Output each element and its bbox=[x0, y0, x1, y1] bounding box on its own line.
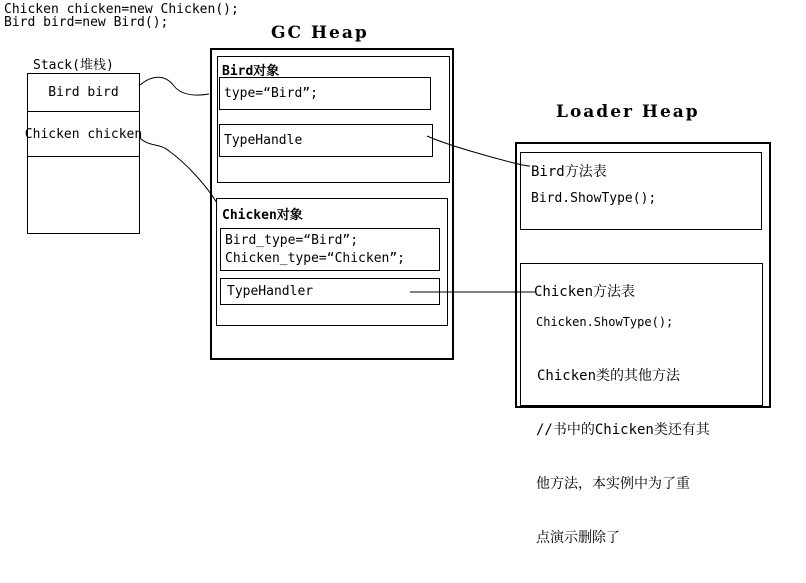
gc-heap-title: GC Heap bbox=[271, 23, 369, 43]
stack-slot-bird: Bird bird bbox=[28, 74, 139, 112]
bird-object-header: Bird对象 bbox=[222, 64, 280, 79]
chicken-note-line-4: 点演示删除了 bbox=[536, 530, 620, 546]
chicken-showtype-method: Chicken.ShowType(); bbox=[536, 315, 674, 329]
stack-label: Stack(堆栈) bbox=[33, 58, 114, 73]
chicken-object-header: Chicken对象 bbox=[222, 208, 303, 223]
stack-slot-chicken: Chicken chicken bbox=[28, 112, 139, 157]
chicken-method-table-title: Chicken方法表 bbox=[534, 284, 636, 300]
chicken-typehandler-box bbox=[220, 278, 440, 305]
code-line-1: Chicken chicken=new Chicken(); bbox=[4, 2, 239, 17]
bird-object-box bbox=[217, 56, 450, 183]
bird-typehandle-label: TypeHandle bbox=[224, 133, 303, 148]
chicken-typehandler-label: TypeHandler bbox=[227, 284, 314, 299]
chicken-fields-box bbox=[220, 228, 440, 271]
pointer-chicken-var-to-chicken-object bbox=[140, 138, 217, 203]
bird-type-field: type=“Bird”; bbox=[224, 86, 318, 101]
chicken-note-line-2: //书中的Chicken类还有其 bbox=[536, 422, 710, 438]
bird-showtype-method: Bird.ShowType(); bbox=[531, 191, 657, 206]
chicken-object-box bbox=[216, 198, 448, 326]
loader-heap-title: Loader Heap bbox=[556, 102, 700, 122]
stack-box bbox=[24, 73, 143, 234]
chicken-note-line-1: Chicken类的其他方法 bbox=[537, 368, 681, 384]
stack-slot-empty bbox=[28, 157, 139, 232]
chicken-field-chicken-type: Chicken_type=“Chicken”; bbox=[225, 251, 406, 266]
chicken-table-notes bbox=[537, 331, 710, 583]
chicken-field-bird-type: Bird_type=“Bird”; bbox=[225, 233, 359, 248]
bird-typehandle-box bbox=[219, 124, 433, 157]
chicken-method-table-box bbox=[520, 263, 763, 546]
bird-type-field-box bbox=[219, 77, 431, 110]
bird-method-table-title: Bird方法表 bbox=[531, 164, 607, 180]
bird-method-table-box bbox=[520, 152, 762, 230]
pointer-bird-var-to-bird-object bbox=[140, 77, 209, 95]
chicken-note-line-3: 他方法，本实例中为了重 bbox=[536, 476, 690, 492]
code-line-2: Bird bird=new Bird(); bbox=[4, 15, 169, 30]
